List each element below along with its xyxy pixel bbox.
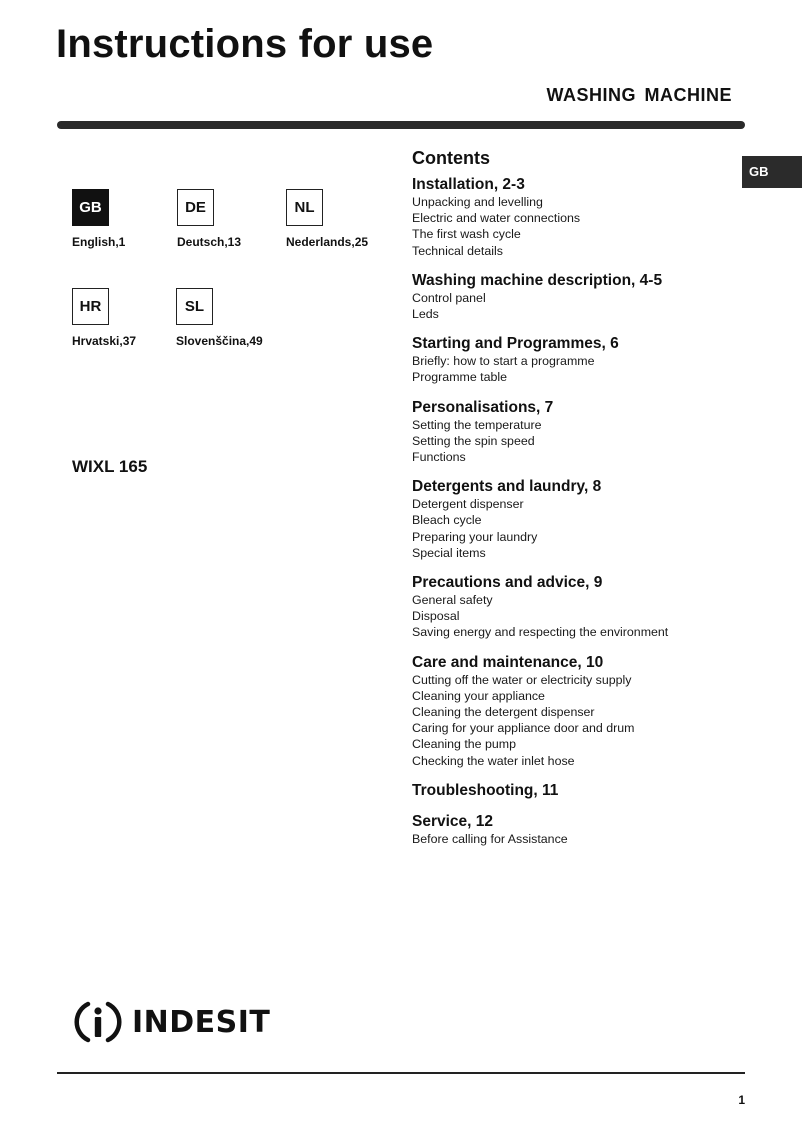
toc-section-heading[interactable]: Washing machine description, 4-5: [412, 271, 663, 289]
language-label: Nederlands,25: [286, 235, 369, 249]
toc-item[interactable]: Briefly: how to start a programme: [412, 354, 595, 369]
document-subtitle: WASHING MACHINE: [546, 85, 732, 105]
toc-item[interactable]: Leds: [412, 307, 439, 322]
toc-section-troubleshooting: [412, 781, 742, 800]
header-divider: [57, 121, 745, 129]
language-label: Slovenščina,49: [176, 334, 263, 348]
page-number: 1: [738, 1093, 745, 1107]
toc-item[interactable]: The first wash cycle: [412, 227, 521, 242]
toc-item[interactable]: Caring for your appliance door and drum: [412, 721, 635, 736]
toc-item[interactable]: Cleaning your appliance: [412, 688, 545, 703]
toc-item[interactable]: General safety: [412, 593, 493, 608]
toc-item[interactable]: Functions: [412, 450, 466, 465]
toc-item[interactable]: Preparing your laundry: [412, 529, 538, 544]
toc-item[interactable]: Setting the spin speed: [412, 433, 535, 448]
language-code-box[interactable]: NL: [286, 189, 323, 226]
toc-item[interactable]: Cleaning the pump: [412, 737, 517, 752]
toc-section-description: [412, 271, 742, 322]
language-label: Hrvatski,37: [72, 334, 137, 348]
toc-section-care: [412, 653, 742, 769]
toc-section-precautions: [412, 573, 742, 641]
language-code-box[interactable]: SL: [176, 288, 213, 325]
language-side-tab: GB: [742, 156, 802, 188]
indesit-i-logo-icon: [72, 996, 124, 1048]
toc-item[interactable]: Checking the water inlet hose: [412, 753, 575, 768]
language-entry-gb[interactable]: [72, 189, 125, 249]
toc-section-heading[interactable]: Care and maintenance, 10: [412, 653, 604, 671]
toc-item[interactable]: Special items: [412, 545, 486, 560]
toc-item[interactable]: Programme table: [412, 370, 508, 385]
toc-item[interactable]: Detergent dispenser: [412, 497, 524, 512]
toc-item[interactable]: Disposal: [412, 609, 460, 624]
language-code-box[interactable]: HR: [72, 288, 109, 325]
footer-divider: [57, 1072, 745, 1074]
contents-title: Contents: [412, 148, 490, 168]
toc-item[interactable]: Cutting off the water or electricity supply: [412, 672, 632, 687]
toc-section-heading[interactable]: Precautions and advice, 9: [412, 574, 603, 592]
document-title: Instructions for use: [56, 22, 434, 66]
toc-item[interactable]: Control panel: [412, 290, 486, 305]
brand-logo-text: INDESIT: [132, 1004, 271, 1040]
language-entry-sl[interactable]: [176, 288, 263, 348]
language-entry-hr[interactable]: [72, 288, 136, 348]
toc-section-heading[interactable]: Detergents and laundry, 8: [412, 478, 602, 496]
toc-section-heading[interactable]: Starting and Programmes, 6: [412, 335, 619, 353]
toc-item[interactable]: Technical details: [412, 243, 503, 258]
toc-item[interactable]: Cleaning the detergent dispenser: [412, 705, 595, 720]
toc-section-heading[interactable]: Service, 12: [412, 812, 494, 830]
toc-section-heading[interactable]: Troubleshooting, 11: [412, 781, 559, 799]
toc-section-service: [412, 812, 742, 847]
toc-item[interactable]: Setting the temperature: [412, 417, 542, 432]
brand-logo: [72, 996, 270, 1048]
toc-item[interactable]: Saving energy and respecting the environment: [412, 625, 669, 640]
language-entry-nl[interactable]: [286, 189, 368, 249]
toc-item[interactable]: Unpacking and levelling: [412, 195, 543, 209]
table-of-contents: [412, 148, 742, 859]
toc-section-starting: [412, 334, 742, 385]
toc-section-heading[interactable]: Installation, 2-3: [412, 176, 525, 193]
toc-item[interactable]: Before calling for Assistance: [412, 831, 568, 846]
toc-section-installation: [412, 175, 742, 259]
language-label: Deutsch,13: [177, 235, 242, 249]
language-entry-de[interactable]: [177, 189, 241, 249]
language-code-box[interactable]: DE: [177, 189, 214, 226]
toc-section-heading[interactable]: Personalisations, 7: [412, 398, 554, 416]
model-number: WIXL 165: [72, 457, 148, 476]
toc-section-detergents: [412, 477, 742, 561]
language-label: English,1: [72, 235, 126, 249]
language-code-box[interactable]: GB: [72, 189, 109, 226]
toc-item[interactable]: Electric and water connections: [412, 211, 581, 226]
toc-section-personalisations: [412, 398, 742, 466]
toc-item[interactable]: Bleach cycle: [412, 513, 482, 528]
